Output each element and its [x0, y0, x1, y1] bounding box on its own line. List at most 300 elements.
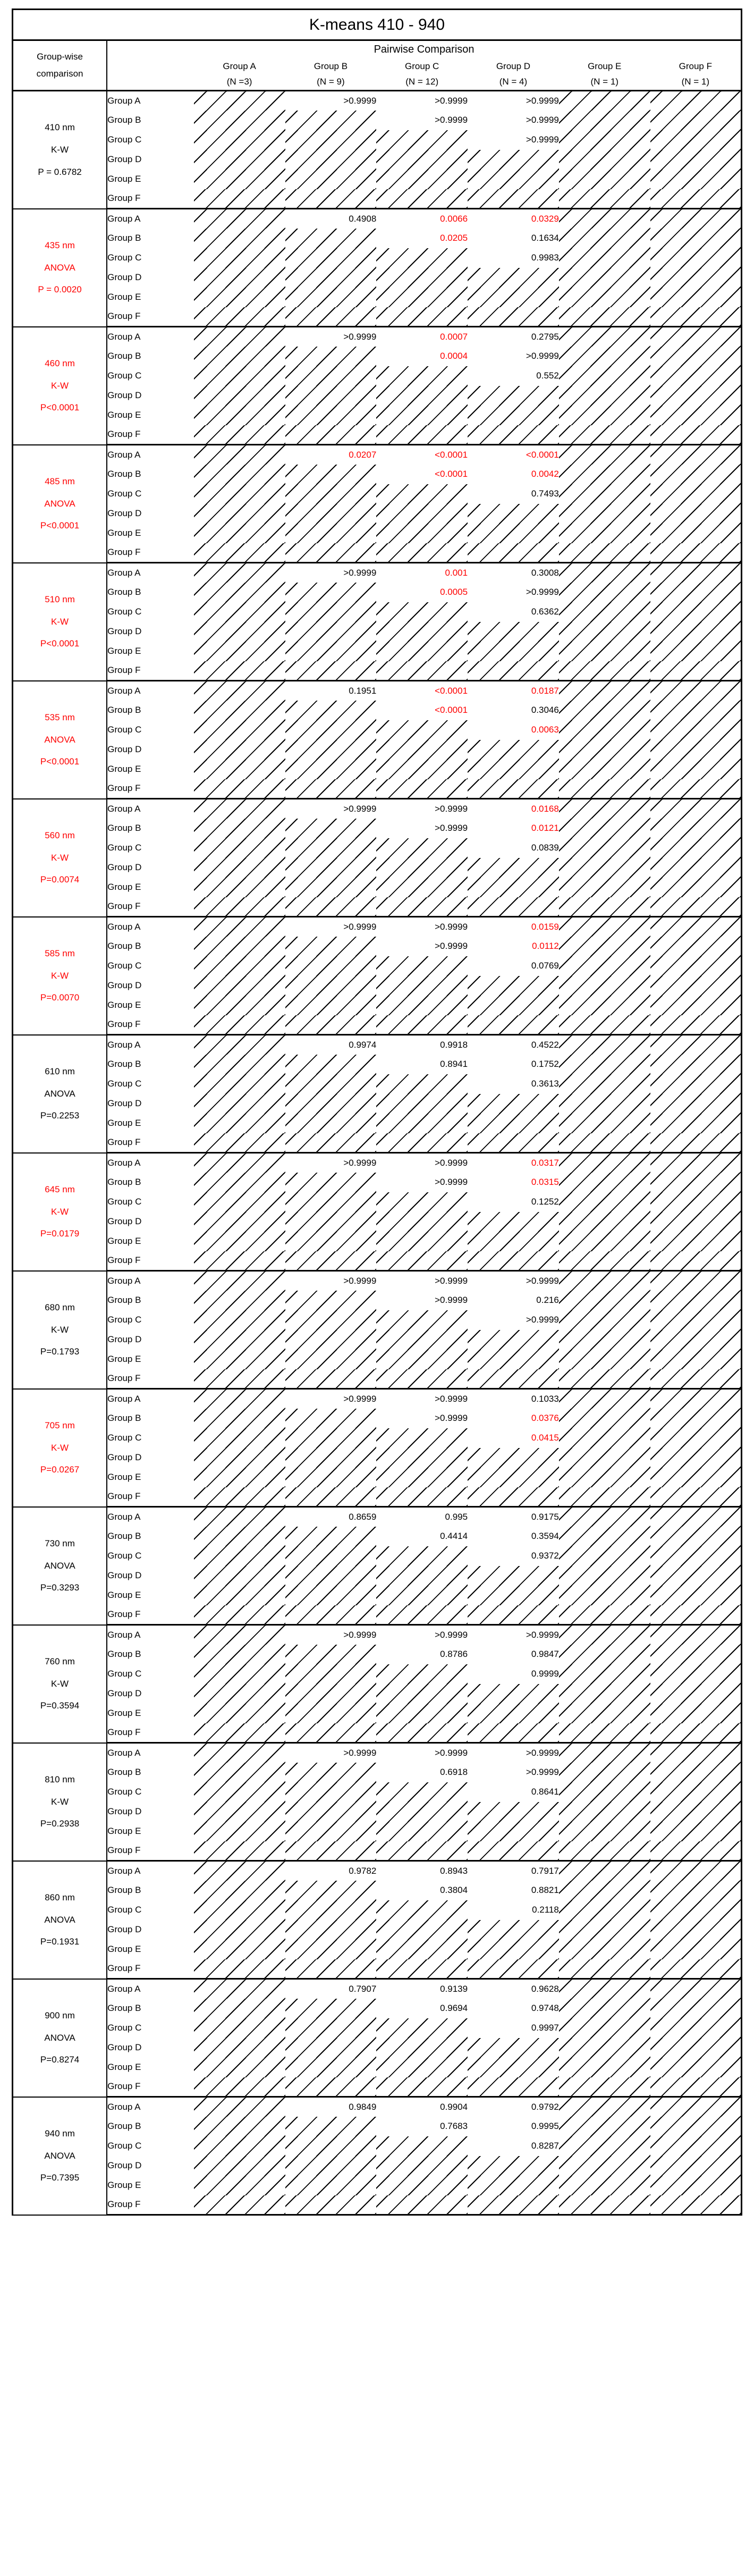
pvalue-cell: >0.9999 — [526, 1747, 559, 1758]
block-test: ANOVA — [44, 2150, 75, 2161]
hatched-empty-cell — [468, 1350, 559, 1369]
pvalue-cell: >0.9999 — [435, 95, 468, 106]
block-label-610-nm — [13, 1035, 107, 1153]
hatched-empty-cell — [468, 661, 559, 681]
hatched-empty-cell — [285, 1448, 377, 1468]
row-label-group-c: Group C — [107, 1428, 194, 1448]
hatched-empty-cell — [559, 1369, 650, 1389]
hatched-empty-cell — [650, 1330, 742, 1350]
hatched-empty-cell — [285, 1605, 377, 1625]
hatched-empty-cell — [376, 897, 468, 917]
hatched-empty-cell — [285, 1999, 377, 2018]
block-test: ANOVA — [44, 262, 75, 273]
hatched-empty-cell — [194, 1999, 285, 2018]
row-label-group-b: Group B — [107, 1763, 194, 1782]
hatched-empty-cell — [650, 189, 742, 209]
hatched-empty-cell — [650, 425, 742, 445]
hatched-empty-cell — [194, 701, 285, 720]
pairwise-comparison-label: Pairwise Comparison — [107, 40, 741, 58]
table-row — [13, 1900, 742, 1920]
hatched-empty-cell — [468, 1586, 559, 1605]
hatched-empty-cell — [468, 858, 559, 878]
hatched-empty-cell — [194, 307, 285, 327]
pvalue-cell: 0.9792 — [531, 2101, 559, 2112]
group-b-name: Group B — [314, 61, 348, 71]
block-pvalue: P=0.8274 — [40, 2055, 80, 2065]
block-wavelength: 900 nm — [45, 2010, 75, 2021]
hatched-empty-cell — [285, 1763, 377, 1782]
hatched-empty-cell — [650, 1310, 742, 1330]
table-row — [13, 602, 742, 622]
hatched-empty-cell — [650, 1723, 742, 1743]
hatched-empty-cell — [285, 268, 377, 288]
hatched-empty-cell — [559, 1448, 650, 1468]
hatched-empty-cell — [285, 897, 377, 917]
hatched-empty-cell — [650, 1940, 742, 1959]
hatched-empty-cell — [376, 1704, 468, 1723]
hatched-empty-cell — [559, 1232, 650, 1251]
table-row — [13, 1251, 742, 1271]
table-row — [13, 1999, 742, 2018]
hatched-empty-cell — [468, 189, 559, 209]
table-row — [13, 1015, 742, 1035]
hatched-empty-cell — [194, 386, 285, 406]
hatched-empty-cell — [559, 288, 650, 307]
hatched-empty-cell — [650, 2156, 742, 2176]
hatched-empty-cell — [468, 425, 559, 445]
table-row — [13, 1546, 742, 1566]
pvalue-cell: 0.9139 — [440, 1983, 468, 1994]
table-row — [13, 661, 742, 681]
hatched-empty-cell — [559, 563, 650, 583]
hatched-empty-cell — [650, 897, 742, 917]
hatched-empty-cell — [650, 130, 742, 150]
hatched-empty-cell — [194, 602, 285, 622]
hatched-empty-cell — [285, 1468, 377, 1487]
hatched-empty-cell — [194, 1979, 285, 1999]
pvalue-cell: >0.9999 — [435, 823, 468, 833]
hatched-empty-cell — [650, 1566, 742, 1586]
table-row — [13, 229, 742, 248]
hatched-empty-cell — [285, 2136, 377, 2156]
pvalue-cell: <0.0001 — [435, 449, 468, 460]
hatched-empty-cell — [650, 1704, 742, 1723]
hatched-empty-cell — [194, 1841, 285, 1861]
table-row — [13, 465, 742, 484]
table-row — [13, 2018, 742, 2038]
group-e-name: Group E — [588, 61, 622, 71]
hatched-empty-cell — [194, 1094, 285, 1114]
pvalue-cell: >0.9999 — [435, 1157, 468, 1168]
hatched-empty-cell — [468, 1251, 559, 1271]
block-pvalue: P=0.3293 — [40, 1582, 80, 1593]
pvalue-cell: 0.9847 — [531, 1649, 559, 1659]
hatched-empty-cell — [194, 1114, 285, 1133]
hatched-empty-cell — [559, 1822, 650, 1841]
pvalue-cell: 0.9983 — [531, 252, 559, 263]
block-pvalue: P<0.0001 — [40, 756, 80, 767]
block-test: K-W — [51, 1796, 69, 1807]
hatched-empty-cell — [194, 1763, 285, 1782]
row-label-group-a: Group A — [107, 91, 194, 111]
hatched-empty-cell — [194, 1625, 285, 1645]
hatched-empty-cell — [468, 1448, 559, 1468]
pvalue-cell: >0.9999 — [526, 95, 559, 106]
hatched-empty-cell — [194, 878, 285, 897]
hatched-empty-cell — [559, 1389, 650, 1409]
pvalue-cell: 0.6362 — [531, 607, 559, 617]
hatched-empty-cell — [650, 2077, 742, 2097]
hatched-empty-cell — [650, 1645, 742, 1664]
pvalue-cell: 0.9372 — [531, 1551, 559, 1561]
hatched-empty-cell — [559, 1900, 650, 1920]
table-row — [13, 1468, 742, 1487]
pvalue-cell: 0.1752 — [531, 1059, 559, 1069]
row-label-group-c: Group C — [107, 366, 194, 386]
row-label-group-f: Group F — [107, 897, 194, 917]
hatched-empty-cell — [650, 1959, 742, 1979]
hatched-empty-cell — [468, 504, 559, 524]
hatched-empty-cell — [194, 170, 285, 189]
hatched-empty-cell — [194, 1704, 285, 1723]
hatched-empty-cell — [468, 642, 559, 661]
pvalue-cell: 0.8641 — [531, 1787, 559, 1797]
row-label-group-e: Group E — [107, 406, 194, 425]
hatched-empty-cell — [285, 347, 377, 366]
row-label-group-c: Group C — [107, 1546, 194, 1566]
hatched-empty-cell — [376, 1822, 468, 1841]
group-d-name: Group D — [496, 61, 531, 71]
table-row — [13, 1645, 742, 1664]
hatched-empty-cell — [468, 2077, 559, 2097]
row-label-group-f: Group F — [107, 1133, 194, 1153]
table-row — [13, 583, 742, 602]
row-label-group-d: Group D — [107, 1330, 194, 1350]
table-row — [13, 1389, 742, 1409]
hatched-empty-cell — [194, 465, 285, 484]
hatched-empty-cell — [559, 1645, 650, 1664]
block-wavelength: 705 nm — [45, 1420, 75, 1431]
row-label-group-c: Group C — [107, 720, 194, 740]
row-label-group-c: Group C — [107, 1310, 194, 1330]
hatched-empty-cell — [285, 1015, 377, 1035]
pvalue-cell: 0.9918 — [440, 1039, 468, 1050]
row-label-group-d: Group D — [107, 622, 194, 642]
table-row — [13, 425, 742, 445]
pvalue-cell: >0.9999 — [343, 921, 377, 932]
hatched-empty-cell — [650, 1605, 742, 1625]
pvalue-cell: 0.9995 — [531, 2121, 559, 2131]
block-pvalue: P=0.0267 — [40, 1464, 80, 1475]
hatched-empty-cell — [559, 2117, 650, 2136]
hatched-empty-cell — [194, 1389, 285, 1409]
hatched-empty-cell — [285, 1566, 377, 1586]
row-label-group-c: Group C — [107, 130, 194, 150]
block-label-460-nm — [13, 327, 107, 445]
hatched-empty-cell — [559, 1861, 650, 1881]
hatched-empty-cell — [650, 1232, 742, 1251]
hatched-empty-cell — [650, 327, 742, 347]
table-row — [13, 956, 742, 976]
hatched-empty-cell — [194, 1310, 285, 1330]
block-wavelength: 510 nm — [45, 594, 75, 605]
hatched-empty-cell — [194, 1487, 285, 1507]
hatched-empty-cell — [468, 2176, 559, 2195]
hatched-empty-cell — [650, 1015, 742, 1035]
group-a-n: (N =3) — [226, 77, 252, 87]
row-label-group-d: Group D — [107, 1566, 194, 1586]
hatched-empty-cell — [376, 307, 468, 327]
hatched-empty-cell — [650, 445, 742, 465]
hatched-empty-cell — [650, 602, 742, 622]
hatched-empty-cell — [194, 2058, 285, 2077]
table-row — [13, 484, 742, 504]
hatched-empty-cell — [559, 307, 650, 327]
hatched-empty-cell — [285, 1940, 377, 1959]
hatched-empty-cell — [650, 1822, 742, 1841]
block-label-900-nm — [13, 1979, 107, 2097]
row-label-group-c: Group C — [107, 1192, 194, 1212]
table-body — [13, 91, 742, 2215]
hatched-empty-cell — [468, 288, 559, 307]
pvalue-cell: 0.9628 — [531, 1983, 559, 1994]
row-label-group-e: Group E — [107, 1940, 194, 1959]
row-label-group-f: Group F — [107, 543, 194, 563]
hatched-empty-cell — [285, 1586, 377, 1605]
hatched-empty-cell — [194, 524, 285, 543]
hatched-empty-cell — [376, 1251, 468, 1271]
hatched-empty-cell — [194, 1684, 285, 1704]
table-row — [13, 760, 742, 779]
pvalue-cell: 0.6918 — [440, 1767, 468, 1777]
table-row — [13, 1743, 742, 1763]
row-label-group-f: Group F — [107, 1487, 194, 1507]
group-c-name: Group C — [405, 61, 439, 71]
hatched-empty-cell — [194, 838, 285, 858]
block-wavelength: 460 nm — [45, 358, 75, 369]
table-row — [13, 1350, 742, 1369]
group-f-name: Group F — [679, 61, 712, 71]
block-wavelength: 535 nm — [45, 712, 75, 723]
row-label-group-a: Group A — [107, 1389, 194, 1409]
hatched-empty-cell — [559, 130, 650, 150]
hatched-empty-cell — [285, 1782, 377, 1802]
hatched-empty-cell — [650, 779, 742, 799]
hatched-empty-cell — [650, 622, 742, 642]
hatched-empty-cell — [376, 858, 468, 878]
hatched-empty-cell — [285, 858, 377, 878]
row-label-group-b: Group B — [107, 1055, 194, 1074]
hatched-empty-cell — [194, 91, 285, 111]
block-wavelength: 435 nm — [45, 240, 75, 251]
row-label-group-f: Group F — [107, 2195, 194, 2215]
hatched-empty-cell — [194, 996, 285, 1015]
hatched-empty-cell — [559, 209, 650, 229]
hatched-empty-cell — [285, 386, 377, 406]
block-label-940-nm — [13, 2097, 107, 2215]
hatched-empty-cell — [468, 976, 559, 996]
hatched-empty-cell — [650, 1350, 742, 1369]
table-row — [13, 189, 742, 209]
column-header-group-a — [194, 58, 285, 91]
hatched-empty-cell — [559, 1625, 650, 1645]
row-label-group-e: Group E — [107, 1468, 194, 1487]
pvalue-cell: >0.9999 — [435, 1177, 468, 1187]
hatched-empty-cell — [468, 740, 559, 760]
pvalue-cell: 0.0066 — [440, 213, 468, 224]
block-pvalue: P<0.0001 — [40, 402, 80, 413]
hatched-empty-cell — [376, 779, 468, 799]
hatched-empty-cell — [285, 701, 377, 720]
hatched-empty-cell — [559, 189, 650, 209]
pvalue-cell: >0.9999 — [343, 1393, 377, 1404]
hatched-empty-cell — [650, 858, 742, 878]
hatched-empty-cell — [650, 2136, 742, 2156]
hatched-empty-cell — [285, 2018, 377, 2038]
hatched-empty-cell — [194, 2176, 285, 2195]
pvalue-cell: 0.7917 — [531, 1865, 559, 1876]
pvalue-cell: 0.9748 — [531, 2003, 559, 2013]
hatched-empty-cell — [650, 524, 742, 543]
row-label-group-e: Group E — [107, 2176, 194, 2195]
group-b-n: (N = 9) — [317, 77, 345, 87]
hatched-empty-cell — [468, 1802, 559, 1822]
hatched-empty-cell — [559, 1507, 650, 1527]
hatched-empty-cell — [194, 779, 285, 799]
hatched-empty-cell — [650, 681, 742, 701]
hatched-empty-cell — [559, 1763, 650, 1782]
hatched-empty-cell — [650, 150, 742, 170]
hatched-empty-cell — [376, 2176, 468, 2195]
hatched-empty-cell — [285, 307, 377, 327]
hatched-empty-cell — [376, 1802, 468, 1822]
hatched-empty-cell — [194, 1448, 285, 1468]
hatched-empty-cell — [285, 976, 377, 996]
block-test: K-W — [51, 380, 69, 391]
pvalue-cell: 0.0005 — [440, 587, 468, 597]
hatched-empty-cell — [468, 897, 559, 917]
hatched-empty-cell — [650, 1802, 742, 1822]
row-label-group-a: Group A — [107, 681, 194, 701]
hatched-empty-cell — [376, 661, 468, 681]
block-pvalue: P<0.0001 — [40, 520, 80, 531]
pvalue-cell: 0.2795 — [531, 331, 559, 342]
hatched-empty-cell — [285, 130, 377, 150]
hatched-empty-cell — [194, 504, 285, 524]
hatched-empty-cell — [285, 1074, 377, 1094]
header-groups-row — [13, 58, 742, 91]
hatched-empty-cell — [194, 2156, 285, 2176]
hatched-empty-cell — [559, 1468, 650, 1487]
hatched-empty-cell — [650, 701, 742, 720]
pvalue-cell: 0.0042 — [531, 469, 559, 479]
hatched-empty-cell — [194, 366, 285, 386]
hatched-empty-cell — [559, 681, 650, 701]
hatched-empty-cell — [285, 1409, 377, 1428]
table-row — [13, 327, 742, 347]
row-label-group-c: Group C — [107, 1900, 194, 1920]
block-label-410-nm — [13, 91, 107, 209]
hatched-empty-cell — [559, 1527, 650, 1546]
hatched-empty-cell — [194, 1959, 285, 1979]
hatched-empty-cell — [376, 406, 468, 425]
hatched-empty-cell — [650, 1291, 742, 1310]
hatched-empty-cell — [468, 1684, 559, 1704]
hatched-empty-cell — [650, 543, 742, 563]
table-row — [13, 268, 742, 288]
hatched-empty-cell — [559, 1487, 650, 1507]
block-label-435-nm — [13, 209, 107, 327]
hatched-empty-cell — [650, 1448, 742, 1468]
row-label-group-e: Group E — [107, 996, 194, 1015]
hatched-empty-cell — [468, 996, 559, 1015]
block-test: ANOVA — [44, 2032, 75, 2043]
table-row — [13, 1802, 742, 1822]
hatched-empty-cell — [285, 1350, 377, 1369]
hatched-empty-cell — [559, 996, 650, 1015]
hatched-empty-cell — [376, 642, 468, 661]
hatched-empty-cell — [559, 1055, 650, 1074]
row-label-group-e: Group E — [107, 1350, 194, 1369]
pvalue-cell: >0.9999 — [435, 1393, 468, 1404]
hatched-empty-cell — [559, 1664, 650, 1684]
hatched-empty-cell — [285, 288, 377, 307]
table-row — [13, 2038, 742, 2058]
hatched-empty-cell — [194, 543, 285, 563]
pvalue-cell: 0.4414 — [440, 1531, 468, 1541]
row-label-group-d: Group D — [107, 976, 194, 996]
pvalue-cell: 0.4908 — [349, 213, 377, 224]
pvalue-cell: 0.0004 — [440, 351, 468, 361]
hatched-empty-cell — [194, 937, 285, 956]
hatched-empty-cell — [194, 583, 285, 602]
hatched-empty-cell — [285, 878, 377, 897]
hatched-empty-cell — [650, 465, 742, 484]
hatched-empty-cell — [194, 2038, 285, 2058]
block-wavelength: 810 nm — [45, 1774, 75, 1785]
hatched-empty-cell — [194, 1330, 285, 1350]
hatched-empty-cell — [194, 622, 285, 642]
hatched-empty-cell — [650, 1841, 742, 1861]
row-label-group-c: Group C — [107, 248, 194, 268]
hatched-empty-cell — [285, 642, 377, 661]
hatched-empty-cell — [285, 1920, 377, 1940]
pvalue-cell: 0.0315 — [531, 1177, 559, 1187]
table-row — [13, 720, 742, 740]
hatched-empty-cell — [285, 720, 377, 740]
hatched-empty-cell — [194, 1743, 285, 1763]
block-pvalue: P=0.1931 — [40, 1937, 80, 1947]
table-row — [13, 681, 742, 701]
pvalue-cell: 0.0168 — [531, 803, 559, 814]
row-label-group-a: Group A — [107, 1271, 194, 1291]
row-label-group-e: Group E — [107, 1586, 194, 1605]
table-row — [13, 1448, 742, 1468]
pvalue-cell: 0.0839 — [531, 843, 559, 853]
column-header-group-b — [285, 58, 377, 91]
hatched-empty-cell — [650, 1074, 742, 1094]
row-label-group-c: Group C — [107, 1664, 194, 1684]
row-label-group-f: Group F — [107, 779, 194, 799]
row-label-group-b: Group B — [107, 1881, 194, 1900]
hatched-empty-cell — [468, 1487, 559, 1507]
hatched-empty-cell — [285, 661, 377, 681]
hatched-empty-cell — [650, 248, 742, 268]
hatched-empty-cell — [285, 543, 377, 563]
pvalue-cell: 0.2118 — [532, 1905, 559, 1915]
hatched-empty-cell — [194, 1861, 285, 1881]
hatched-empty-cell — [559, 1173, 650, 1192]
